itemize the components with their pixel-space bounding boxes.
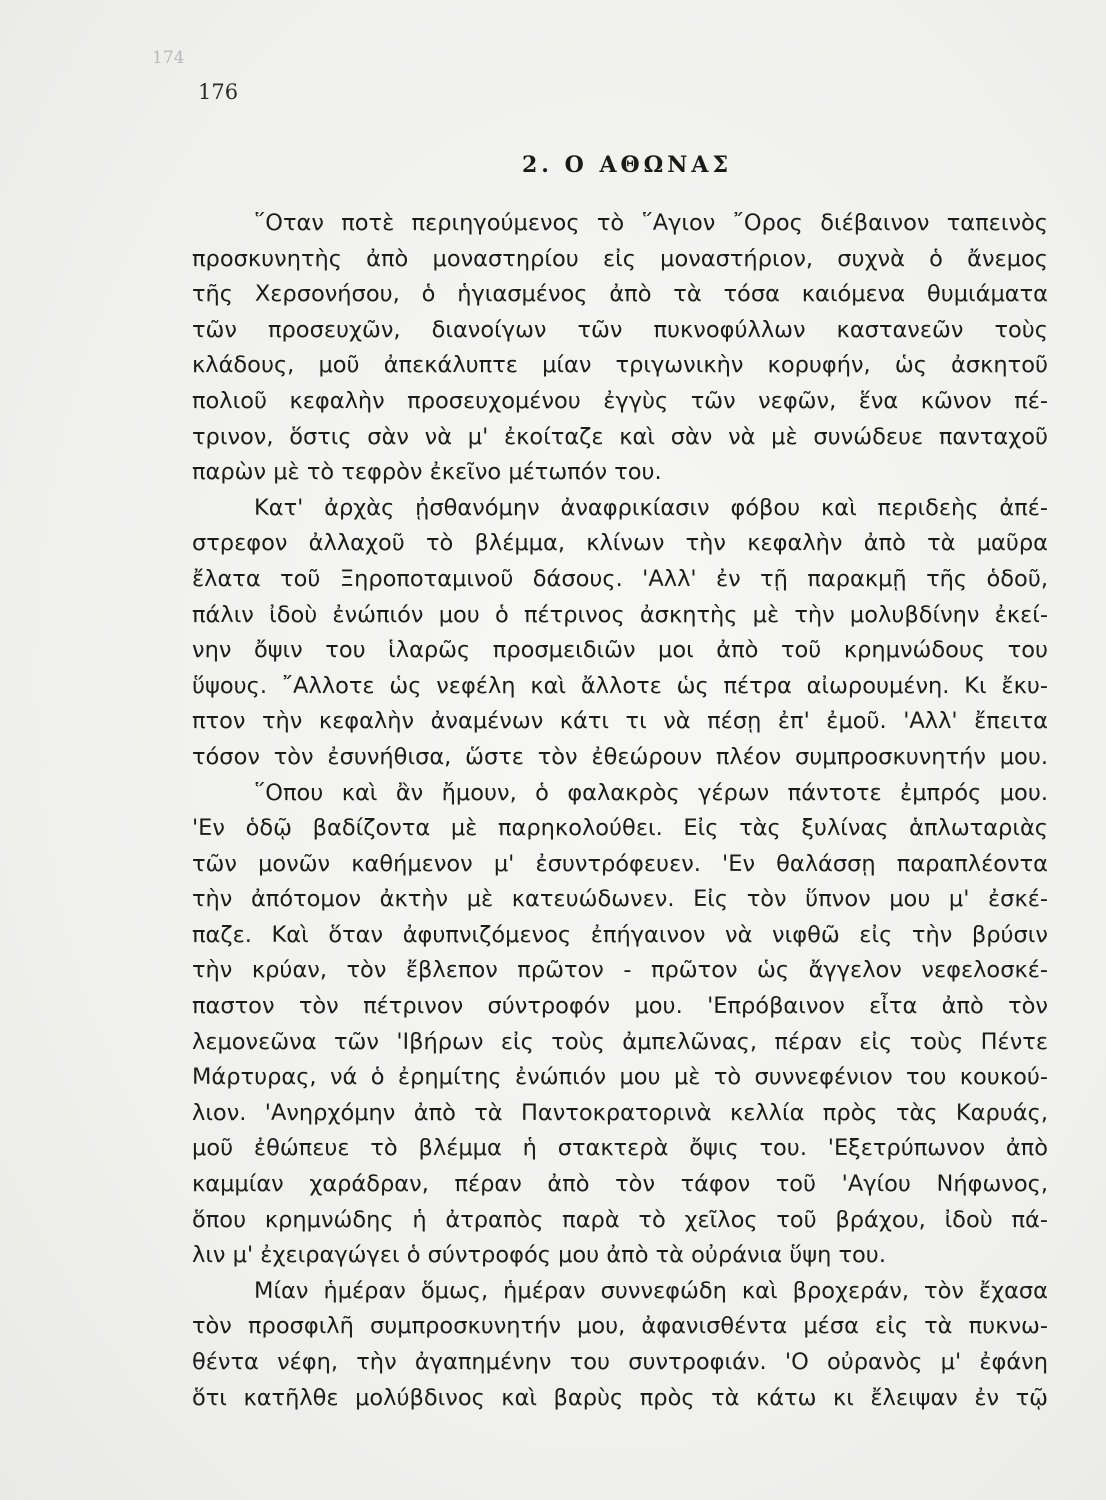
text-line: τὸν προσφιλῆ συμπροσκυνητήν μου, ἀφανισθέντα μέσα εἰς τὰ πυκνω- <box>192 1313 1048 1340</box>
text-line: νην ὄψιν του ἱλαρῶς προσμειδιῶν μοι ἀπὸ τοῦ κρημνώδους του <box>192 637 1048 664</box>
text-line: τῶν προσευχῶν, διανοίγων τῶν πυκνοφύλλων καστανεῶν τοὺς <box>192 316 1048 343</box>
text-line: πολιοῦ κεφαλὴν προσευχομένου ἐγγὺς τῶν νεφῶν, ἕνα κῶνον πέ- <box>192 387 1048 414</box>
text-line: τόσον τὸν ἐσυνήθισα, ὥστε τὸν ἐθεώρουν πλέον συμπροσκυνητήν μου. <box>192 743 1048 770</box>
text-line: ῞Οπου καὶ ἂν ἤμουν, ὁ φαλακρὸς γέρων πάντοτε ἐμπρός μου. <box>254 779 1048 806</box>
text-line: ὅπου κρημνώδης ἡ ἀτραπὸς παρὰ τὸ χεῖλος τοῦ βράχου, ἰδοὺ πά- <box>192 1206 1048 1233</box>
text-line: παστον τὸν πέτρινον σύντροφόν μου. 'Επρόβαινον εἶτα ἀπὸ τὸν <box>192 993 1048 1020</box>
chapter-title: 2. Ο ΑΘΩΝΑΣ <box>522 152 732 178</box>
text-line: πάλιν ἰδοὺ ἐνώπιόν μου ὁ πέτρινος ἀσκητὴς μὲ τὴν μολυβδίνην ἐκεί- <box>192 601 1048 628</box>
text-line: καμμίαν χαράδραν, πέραν ἀπὸ τὸν τάφον τοῦ 'Αγίου Νήφωνος, <box>192 1171 1048 1198</box>
text-line: 'Εν ὁδῷ βαδίζοντα μὲ παρηκολούθει. Εἰς τὰς ξυλίνας ἁπλωταριὰς <box>192 815 1048 842</box>
text-line: στρεφον ἀλλαχοῦ τὸ βλέμμα, κλίνων τὴν κεφαλὴν ἀπὸ τὰ μαῦρα <box>192 530 1048 557</box>
text-line: θέντα νέφη, τὴν ἀγαπημένην του συντροφιάν. 'Ο οὐρανὸς μ' ἐφάνη <box>192 1349 1048 1375</box>
text-line: μοῦ ἐθώπευε τὸ βλέμμα ἡ στακτερὰ ὄψις του. 'Εξετρύπωνον ἀπὸ <box>192 1135 1048 1162</box>
text-line: λιν μ' ἐχειραγώγει ὁ σύντροφός μου ἀπὸ τὰ οὐράνια ὕψη του. <box>192 1242 886 1269</box>
text-line: τὴν κρύαν, τὸν ἔβλεπον πρῶτον - πρῶτον ὡς ἄγγελον νεφελοσκέ- <box>192 957 1048 984</box>
text-line: λεμονεῶνα τῶν 'Ιβήρων εἰς τοὺς ἀμπελῶνας, πέραν εἰς τοὺς Πέντε <box>192 1028 1048 1055</box>
text-line: τῆς Χερσονήσου, ὁ ἡγιασμένος ἀπὸ τὰ τόσα καιόμενα θυμιάματα <box>192 281 1048 308</box>
text-line: τῶν μονῶν καθήμενον μ' ἐσυντρόφευεν. 'Εν θαλάσσῃ παραπλέοντα <box>192 850 1048 877</box>
text-line: Μάρτυρας, νά ὁ ἐρημίτης ἐνώπιόν μου μὲ τὸ συννεφένιον του κουκού- <box>192 1064 1048 1091</box>
text-line: πτον τὴν κεφαλὴν ἀναμένων κάτι τι νὰ πέσῃ ἐπ' ἐμοῦ. 'Αλλ' ἔπειτα <box>192 708 1048 735</box>
text-line: προσκυνητὴς ἀπὸ μοναστηρίου εἰς μοναστήριον, συχνὰ ὁ ἄνεμος <box>192 245 1048 272</box>
text-line: ὅτι κατῆλθε μολύβδινος καὶ βαρὺς πρὸς τὰ κάτω κι ἔλειψαν ἐν τῷ <box>192 1384 1048 1411</box>
text-line: τὴν ἀπότομον ἀκτὴν μὲ κατευώδωνεν. Εἰς τὸν ὕπνον μου μ' ἐσκέ- <box>192 886 1048 913</box>
body-text <box>192 206 1048 1416</box>
text-line: κλάδους, μοῦ ἀπεκάλυπτε μίαν τριγωνικὴν κορυφήν, ὡς ἀσκητοῦ <box>192 352 1048 379</box>
text-line: Κατ' ἀρχὰς ᾐσθανόμην ἀναφρικίασιν φόβου καὶ περιδεὴς ἀπέ- <box>254 494 1048 521</box>
text-line: παρὼν μὲ τὸ τεφρὸν ἐκεῖνο μέτωπόν του. <box>192 459 662 486</box>
page-number: 176 <box>198 80 239 104</box>
text-line: ῞Οταν ποτὲ περιηγούμενος τὸ ῞Αγιον ῎Ορος διέβαινον ταπεινὸς <box>254 210 1048 236</box>
text-line: ὕψους. ῎Αλλοτε ὡς νεφέλη καὶ ἄλλοτε ὡς πέτρα αἰωρουμένη. Κι ἔκυ- <box>192 672 1048 699</box>
margin-mark: 174 <box>152 48 185 68</box>
text-line: Μίαν ἡμέραν ὅμως, ἡμέραν συννεφώδη καὶ βροχεράν, τὸν ἔχασα <box>254 1277 1048 1304</box>
text-line: λιον. 'Ανηρχόμην ἀπὸ τὰ Παντοκρατορινὰ κελλία πρὸς τὰς Καρυάς, <box>192 1099 1048 1126</box>
text-line: ἔλατα τοῦ Ξηροποταμινοῦ δάσους. 'Αλλ' ἐν τῇ παρακμῇ τῆς ὁδοῦ, <box>192 565 1048 592</box>
text-line: παζε. Καὶ ὅταν ἀφυπνιζόμενος ἐπήγαινον νὰ νιφθῶ εἰς τὴν βρύσιν <box>192 921 1048 948</box>
text-line: τρινον, ὅστις σὰν νὰ μ' ἐκοίταζε καὶ σὰν νὰ μὲ συνώδευε πανταχοῦ <box>192 423 1048 450</box>
